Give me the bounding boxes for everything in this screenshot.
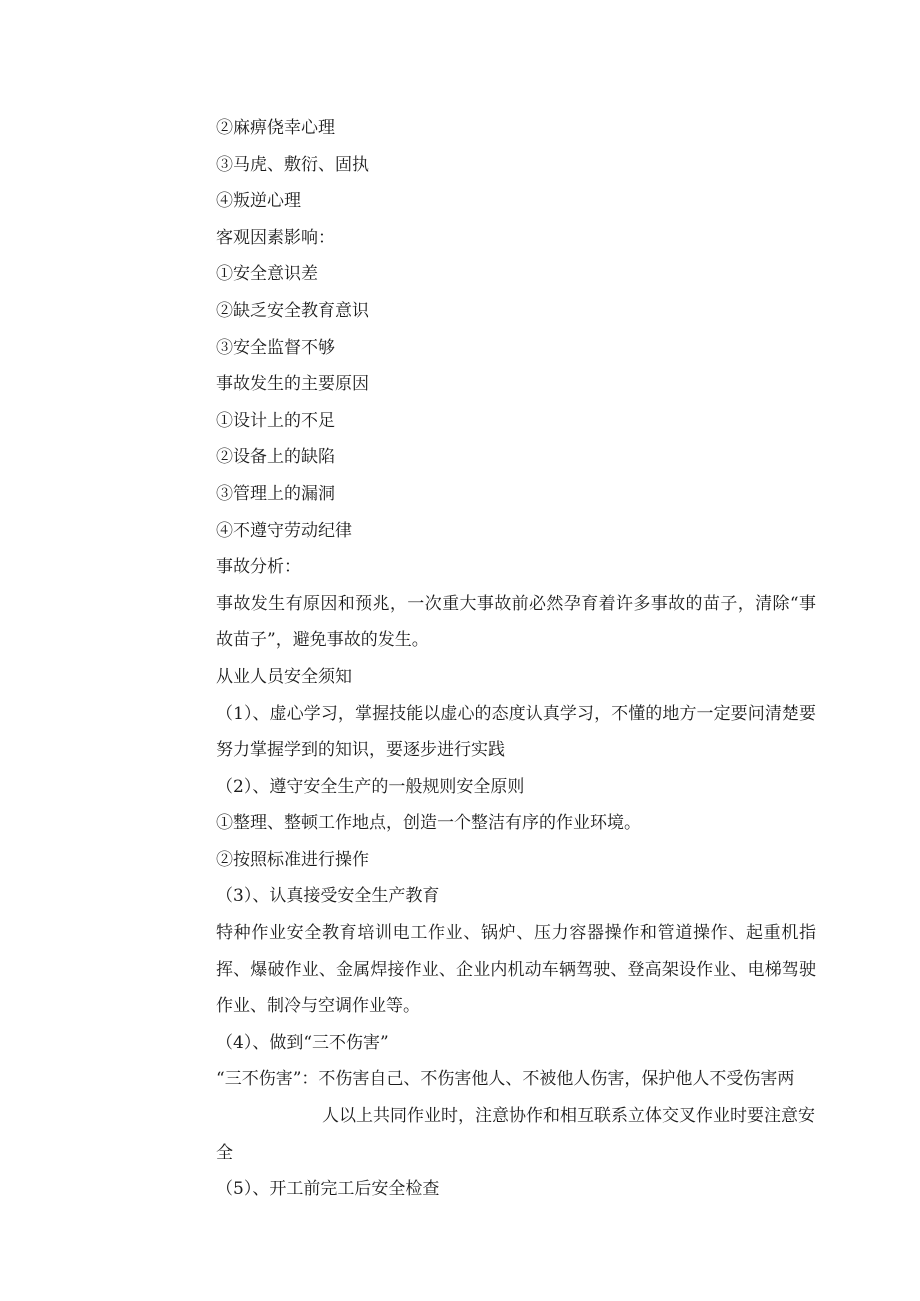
document-body	[216, 110, 816, 1208]
text-line: ①设计上的不足	[216, 410, 335, 431]
list-item-4: （4）、做到“三不伤害”	[216, 1032, 389, 1053]
text-line: ④不遵守劳动纪律	[216, 520, 352, 541]
text-line: 全	[216, 1142, 233, 1163]
list-item-2: （2）、遵守安全生产的一般规则安全原则	[216, 776, 525, 797]
list-item-1: （1）、虚心学习，掌握技能以虚心的态度认真学习，不懂的地方一定要问清楚要努力掌握学到的知识，要逐步进行实践	[216, 703, 816, 761]
text-line: ①安全意识差	[216, 264, 318, 285]
text-line: ③管理上的漏洞	[216, 483, 335, 504]
list-item-5: （5）、开工前完工后安全检查	[216, 1179, 440, 1200]
text-line: ②麻痹侥幸心理	[216, 118, 335, 138]
section-heading: 事故分析：	[216, 557, 301, 578]
special-operations-paragraph: 特种作业安全教育培训电工作业、锅炉、压力容器操作和管道操作、起重机指挥、爆破作业、金属焊接作业、企业内机动车辆驾驶、登高架设作业、电梯驾驶作业、制冷与空调作业等。	[216, 923, 816, 1017]
text-line: ②设备上的缺陷	[216, 447, 335, 468]
section-heading: 从业人员安全须知	[216, 666, 352, 687]
three-no-harm-paragraph	[216, 1061, 816, 1171]
sub-item: ②按照标准进行操作	[216, 849, 369, 870]
sub-item: ①整理、整顿工作地点，创造一个整洁有序的作业环境。	[216, 813, 641, 834]
text-line: ②缺乏安全教育意识	[216, 300, 369, 321]
text-line: ④叛逆心理	[216, 191, 301, 212]
accident-analysis-paragraph: 事故发生有原因和预兆，一次重大事故前必然孕育着许多事故的苗子，清除“事故苗子”，避免事故的发生。	[216, 593, 816, 651]
text-line: ③安全监督不够	[216, 337, 335, 358]
section-heading: 客观因素影响：	[216, 227, 335, 248]
section-heading: 事故发生的主要原因	[216, 374, 369, 395]
list-item-3: （3）、认真接受安全生产教育	[216, 886, 440, 907]
text-line: ③马虎、敷衍、固执	[216, 154, 369, 175]
text-line: “三不伤害”：不伤害自己、不伤害他人、不被他人伤害，保护他人不受伤害两	[216, 1069, 795, 1090]
text-line: 人以上共同作业时，注意协作和相互联系立体交叉作业时要注意安	[322, 1106, 815, 1127]
